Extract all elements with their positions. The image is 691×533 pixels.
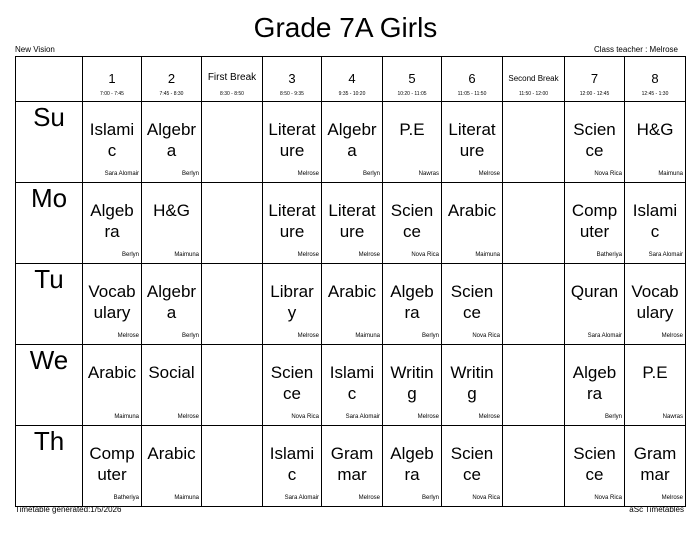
teacher-name: Melrose	[478, 414, 500, 420]
lesson-cell	[263, 102, 322, 183]
subject-name: H&G	[636, 120, 674, 139]
lesson-cell	[565, 102, 625, 183]
teacher-name: Melrose	[661, 495, 683, 501]
lesson-cell	[83, 102, 142, 183]
teacher-name: Berlyn	[121, 252, 139, 258]
lesson-cell	[625, 264, 686, 345]
subject-name: Scien ce	[450, 444, 494, 484]
lesson-cell	[322, 426, 383, 507]
teacher-name: Maimuna	[475, 252, 500, 258]
break-cell	[202, 102, 263, 183]
teacher-name: Berlyn	[421, 495, 439, 501]
teacher-name: Maimuna	[174, 252, 199, 258]
day-row	[16, 183, 686, 264]
break-cell	[202, 183, 263, 264]
lesson-cell	[625, 183, 686, 264]
day-label: Mo	[16, 183, 83, 264]
lesson-cell	[625, 345, 686, 426]
subject-name: Literat ure	[448, 120, 496, 160]
page-title: Grade 7A Girls	[253, 12, 438, 43]
subject-name: Librar y	[270, 282, 314, 322]
period-number: 7	[590, 71, 599, 86]
teacher-name: Nova Rica	[594, 171, 622, 177]
lesson-cell	[263, 264, 322, 345]
period-number: 5	[408, 71, 416, 86]
subject-name: Algeb ra	[90, 201, 134, 241]
subject-name: Vocab ulary	[88, 282, 136, 322]
school-name: New Vision	[15, 45, 55, 54]
teacher-name: Nova Rica	[291, 414, 319, 420]
class-teacher: Class teacher : Melrose	[593, 45, 678, 54]
break-cell	[503, 345, 565, 426]
lesson-cell	[142, 264, 202, 345]
teacher-name: Melrose	[297, 171, 319, 177]
subject-name: Comp uter	[571, 201, 618, 241]
subject-name: Arabic	[327, 282, 377, 301]
subject-name: P.E	[642, 363, 668, 382]
period-time: 7:00 - 7:45	[100, 91, 124, 97]
period-time: 8:30 - 8:50	[220, 91, 244, 97]
teacher-name: Melrose	[358, 495, 380, 501]
lesson-cell	[442, 183, 503, 264]
period-header	[83, 57, 142, 102]
subject-name: Writin g	[450, 363, 494, 403]
teacher-name: Melrose	[661, 333, 683, 339]
period-number: 4	[348, 71, 356, 86]
subject-name: Social	[148, 363, 195, 382]
teacher-name: Maimuna	[114, 414, 139, 420]
teacher-name: Berlyn	[181, 333, 199, 339]
subject-name: P.E	[399, 120, 425, 139]
subject-name: Scien ce	[450, 282, 494, 322]
subject-name: Algebr a	[146, 120, 197, 160]
subject-name: Quran	[570, 282, 619, 301]
teacher-name: Melrose	[478, 171, 500, 177]
break-cell	[202, 426, 263, 507]
teacher-name: Nova Rica	[472, 333, 500, 339]
lesson-cell	[383, 102, 442, 183]
teacher-name: Nova Rica	[411, 252, 439, 258]
day-row	[16, 345, 686, 426]
period-time: 12:45 - 1:30	[641, 91, 669, 97]
lesson-cell	[625, 102, 686, 183]
period-header	[565, 57, 625, 102]
period-number: 3	[288, 71, 296, 86]
lesson-cell	[142, 426, 202, 507]
lesson-cell	[83, 264, 142, 345]
teacher-name: Maimuna	[174, 495, 199, 501]
period-header	[442, 57, 503, 102]
teacher-name: Melrose	[358, 252, 380, 258]
subject-name: Arabic	[87, 363, 137, 382]
day-row	[16, 102, 686, 183]
period-number: 8	[651, 71, 659, 86]
generated-date: Timetable generated:1/5/2026	[15, 505, 122, 514]
lesson-cell	[83, 183, 142, 264]
subject-name: H&G	[153, 201, 190, 220]
teacher-name: Berlyn	[421, 333, 439, 339]
day-label: We	[16, 345, 83, 426]
period-header	[202, 57, 263, 102]
subject-name: Gram mar	[330, 444, 374, 484]
lesson-cell	[565, 264, 625, 345]
teacher-name: Berlyn	[362, 171, 380, 177]
period-time: 8:50 - 9:35	[280, 91, 304, 97]
break-label: Second Break	[508, 74, 559, 83]
day-row	[16, 264, 686, 345]
subject-name: Comp uter	[89, 444, 135, 484]
corner-cell	[16, 57, 83, 102]
break-cell	[503, 102, 565, 183]
subject-name: Literat ure	[328, 201, 376, 241]
lesson-cell	[383, 345, 442, 426]
lesson-cell	[565, 183, 625, 264]
subject-name: Algebr a	[327, 120, 377, 160]
period-number: 1	[108, 71, 116, 86]
lesson-cell	[625, 426, 686, 507]
lesson-cell	[383, 426, 442, 507]
break-cell	[202, 345, 263, 426]
break-cell	[202, 264, 263, 345]
teacher-name: Batheriya	[596, 252, 622, 258]
subject-name: Algebr a	[146, 282, 197, 322]
subject-name: Scien ce	[270, 363, 314, 403]
subject-name: Arabic	[447, 201, 497, 220]
lesson-cell	[263, 345, 322, 426]
teacher-name: Batheriya	[113, 495, 139, 501]
teacher-name: Nova Rica	[472, 495, 500, 501]
teacher-name: Maimuna	[355, 333, 380, 339]
day-label: Tu	[16, 264, 83, 345]
lesson-cell	[263, 426, 322, 507]
period-time: 7:45 - 8:30	[159, 91, 184, 97]
day-label: Su	[16, 102, 83, 183]
subject-name: Algeb ra	[390, 444, 434, 484]
period-header	[503, 57, 565, 102]
lesson-cell	[442, 345, 503, 426]
subject-name: Scien ce	[573, 444, 616, 484]
break-cell	[503, 264, 565, 345]
lesson-cell	[442, 264, 503, 345]
subject-name: Vocab ulary	[631, 282, 679, 322]
subject-name: Islami c	[329, 363, 375, 403]
lesson-cell	[383, 264, 442, 345]
period-time: 10:20 - 11:05	[397, 91, 427, 97]
lesson-cell	[83, 426, 142, 507]
teacher-name: Sara Alomair	[587, 333, 622, 339]
subject-name: Scien ce	[390, 201, 434, 241]
break-cell	[503, 183, 565, 264]
lesson-cell	[322, 345, 383, 426]
subject-name: Islami c	[269, 444, 315, 484]
teacher-name: Sara Alomair	[345, 414, 380, 420]
teacher-name: Nova Rica	[594, 495, 622, 501]
lesson-cell	[83, 345, 142, 426]
period-number: 6	[468, 71, 476, 86]
lesson-cell	[383, 183, 442, 264]
teacher-name: Melrose	[177, 414, 199, 420]
timetable	[15, 56, 686, 507]
lesson-cell	[142, 345, 202, 426]
period-header	[322, 57, 383, 102]
teacher-name: Nawras	[418, 171, 439, 177]
header-row	[16, 57, 686, 102]
period-time: 11:50 - 12:00	[518, 91, 549, 97]
teacher-name: Sara Alomair	[284, 495, 319, 501]
period-time: 9:35 - 10:20	[338, 91, 366, 97]
lesson-cell	[322, 102, 383, 183]
teacher-name: Sara Alomair	[648, 252, 683, 258]
subject-name: Scien ce	[573, 120, 616, 160]
break-cell	[503, 426, 565, 507]
lesson-cell	[442, 102, 503, 183]
period-header	[625, 57, 686, 102]
software-credit: aSc Timetables	[629, 505, 684, 514]
period-header	[383, 57, 442, 102]
period-time: 11:05 - 11:50	[457, 91, 487, 97]
period-number: 2	[167, 71, 176, 86]
subject-name: Gram mar	[633, 444, 677, 484]
teacher-name: Melrose	[117, 333, 139, 339]
lesson-cell	[142, 102, 202, 183]
subject-name: Writin g	[390, 363, 434, 403]
teacher-name: Nawras	[662, 414, 683, 420]
lesson-cell	[263, 183, 322, 264]
teacher-name: Melrose	[297, 252, 319, 258]
lesson-cell	[565, 426, 625, 507]
teacher-name: Sara Alomair	[104, 171, 139, 177]
period-header	[263, 57, 322, 102]
teacher-name: Melrose	[417, 414, 439, 420]
break-label: First Break	[207, 72, 257, 83]
day-row	[16, 426, 686, 507]
period-header	[142, 57, 202, 102]
teacher-name: Melrose	[297, 333, 319, 339]
subject-name: Literat ure	[268, 120, 316, 160]
lesson-cell	[322, 183, 383, 264]
subject-name: Literat ure	[268, 201, 316, 241]
lesson-cell	[322, 264, 383, 345]
period-time: 12:00 - 12:45	[579, 91, 610, 97]
subject-name: Islami c	[632, 201, 678, 241]
day-label: Th	[16, 426, 83, 507]
subject-name: Algeb ra	[390, 282, 434, 322]
lesson-cell	[142, 183, 202, 264]
subject-name: Algeb ra	[572, 363, 617, 403]
teacher-name: Maimuna	[658, 171, 683, 177]
subject-name: Islami c	[89, 120, 135, 160]
teacher-name: Berlyn	[604, 414, 622, 420]
lesson-cell	[442, 426, 503, 507]
subject-name: Arabic	[147, 444, 196, 463]
teacher-name: Berlyn	[181, 171, 199, 177]
lesson-cell	[565, 345, 625, 426]
